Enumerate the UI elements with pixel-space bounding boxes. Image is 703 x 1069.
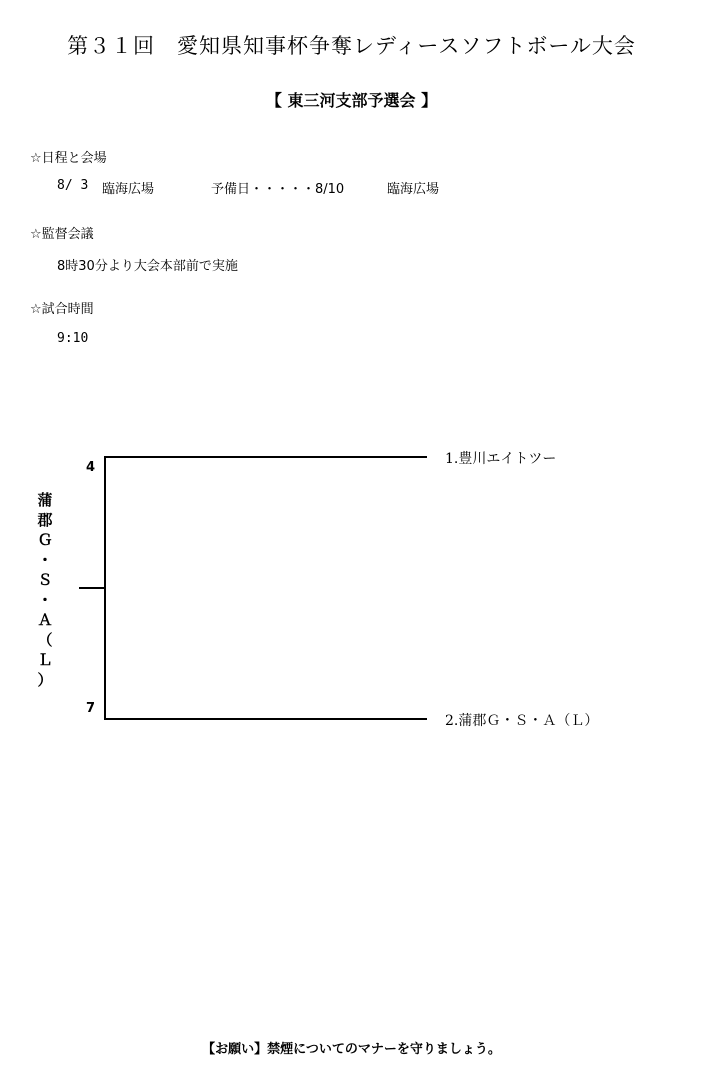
bracket-line-winner xyxy=(79,587,105,589)
winner-char: 蒲 xyxy=(37,491,53,509)
bracket-line-top xyxy=(104,456,427,458)
footer-note: 【お願い】禁煙についてのマナーを守りましょう。 xyxy=(202,1042,501,1057)
page-title: 第３１回 愛知県知事杯争奪レディースソフトボール大会 xyxy=(67,34,636,58)
bracket-line-bottom xyxy=(104,718,427,720)
winner-char: 郡 xyxy=(37,511,53,529)
score-top: 4 xyxy=(86,460,96,475)
team-bottom: 2.蒲郡Ｇ・Ｓ・Ａ（Ｌ） xyxy=(445,713,599,729)
winner-char: ・ xyxy=(37,551,53,569)
main-date: 8/ 3 xyxy=(57,178,89,193)
schedule-heading: ☆日程と会場 xyxy=(30,151,107,166)
match-time-detail: 9:10 xyxy=(57,331,89,346)
winner-char: Ｌ xyxy=(37,651,53,669)
reserve-venue: 臨海広場 xyxy=(387,182,440,197)
reserve-date: 予備日・・・・・8/10 xyxy=(211,182,345,197)
winner-char: ） xyxy=(37,671,53,689)
team-top: 1.豊川エイトツー xyxy=(445,451,557,467)
page-subtitle: 【 東三河支部予選会 】 xyxy=(265,91,438,110)
winner-label xyxy=(30,490,60,690)
match-time-heading: ☆試合時間 xyxy=(30,302,94,317)
meeting-detail: 8時30分より大会本部前で実施 xyxy=(57,259,238,274)
meeting-heading: ☆監督会議 xyxy=(30,227,94,242)
winner-char: ・ xyxy=(37,591,53,609)
winner-char: Ｇ xyxy=(37,531,53,549)
winner-char: Ａ xyxy=(37,611,53,629)
score-bottom: 7 xyxy=(86,701,96,716)
winner-char: Ｓ xyxy=(37,571,53,589)
main-venue: 臨海広場 xyxy=(102,182,155,197)
winner-char: （ xyxy=(37,631,53,649)
